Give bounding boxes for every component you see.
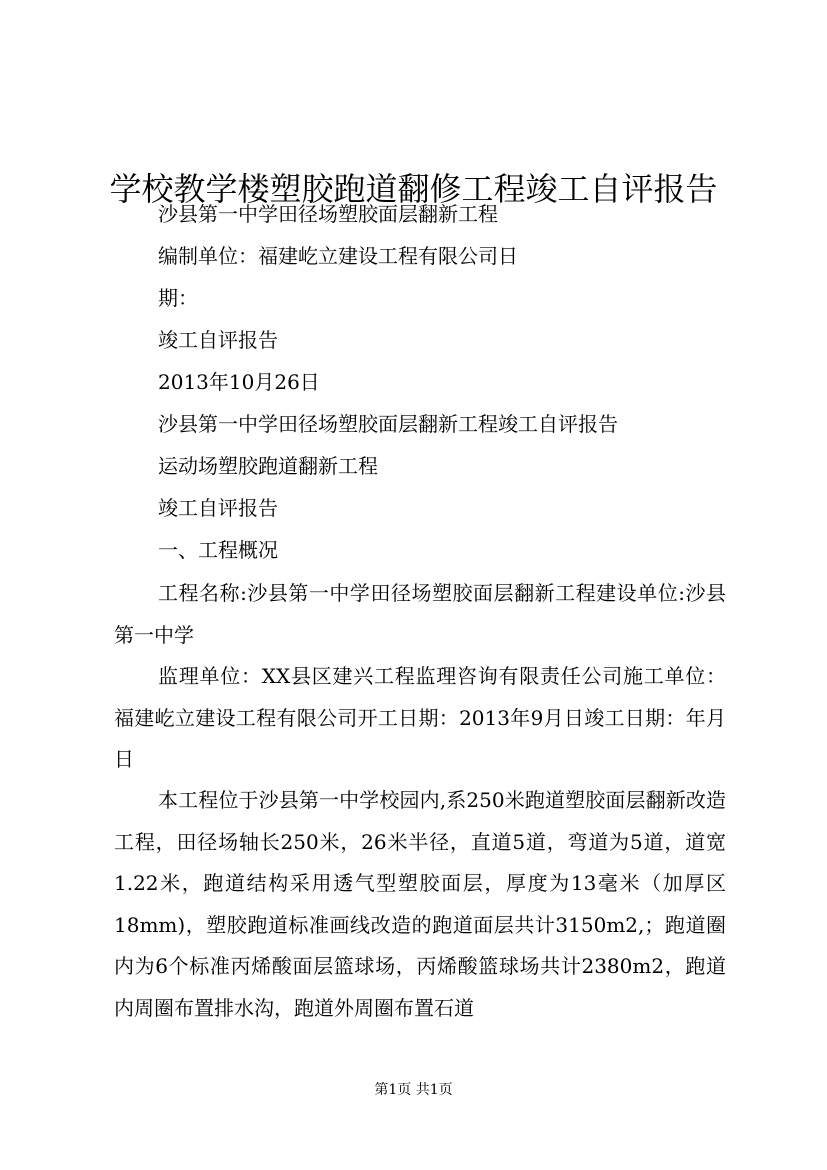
report-subtitle-line: 竣工自评报告 <box>158 496 278 520</box>
report-type-line: 竣工自评报告 <box>158 328 278 352</box>
paragraph-units-dates: 监理单位：XX县区建兴工程监理咨询有限责任公司施工单位：福建屹立建设工程有限公司开工日期：2013年9月日竣工日期：年月日 <box>114 664 726 771</box>
page-number-footer: 第1页 共1页 <box>374 1082 453 1098</box>
section-heading: 一、工程概况 <box>158 538 278 562</box>
project-subtitle-line: 运动场塑胶跑道翻新工程 <box>158 454 378 478</box>
compiler-line: 编制单位：福建屹立建设工程有限公司日 <box>158 244 518 268</box>
report-date-line: 2013年10月26日 <box>158 370 320 394</box>
document-title: 学校教学楼塑胶跑道翻修工程竣工自评报告 <box>109 170 718 209</box>
paragraph-project-info: 工程名称:沙县第一中学田径场塑胶面层翻新工程建设单位:沙县第一中学 <box>114 581 726 647</box>
project-name-line: 沙县第一中学田径场塑胶面层翻新工程 <box>158 202 498 226</box>
date-label-line: 期： <box>158 286 198 310</box>
report-heading-line: 沙县第一中学田径场塑胶面层翻新工程竣工自评报告 <box>158 412 618 436</box>
paragraph-project-description: 本工程位于沙县第一中学校园内,系250米跑道塑胶面层翻新改造工程，田径场轴长250米，26米半径，直道5道，弯道为5道，道宽1.22米，跑道结构采用透气型塑胶面层，厚度为13毫米（加厚区18mm)，塑胶跑道标准画线改造的跑道面层共计3150m2,；跑道圈内为6个标准丙烯酸面层篮球场，丙烯酸篮球场共计2380m2，跑道内周圈布置排水沟，跑道外周圈布置石道 <box>114 788 726 1020</box>
